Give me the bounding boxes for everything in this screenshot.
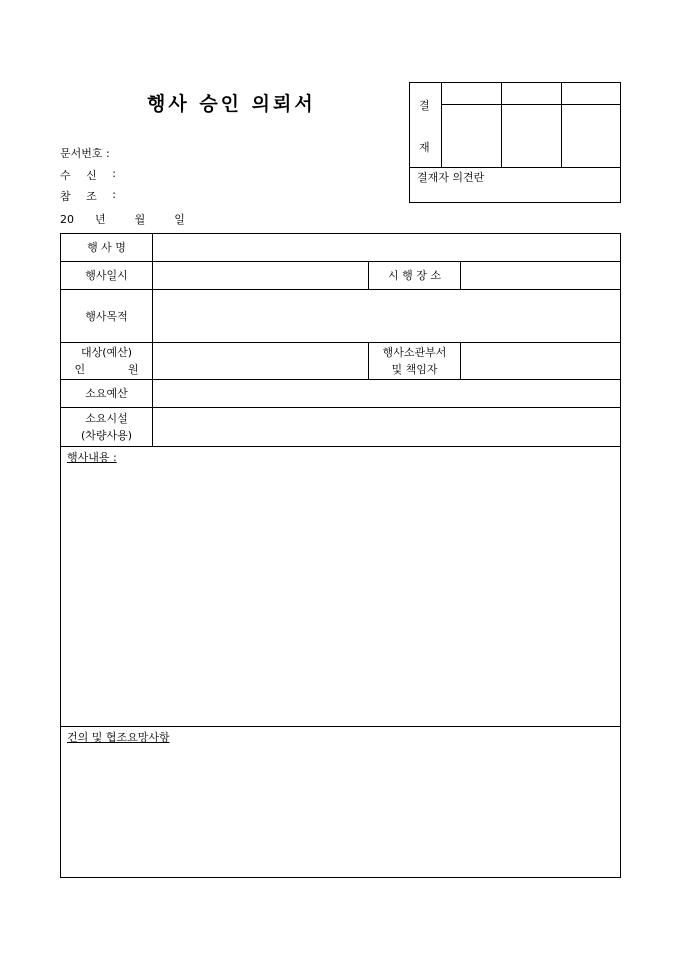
content-section [61, 447, 620, 727]
event-name-label: 행 사 명 [61, 234, 153, 261]
requests-section [61, 727, 620, 877]
attendees-label: 대상(예산) 인 원 [61, 343, 153, 379]
signature-cell[interactable] [442, 105, 501, 167]
page-title: 행사 승인 의뢰서 [147, 93, 316, 115]
requests-textarea[interactable] [61, 745, 620, 877]
date-year-unit: 년 [95, 213, 106, 226]
purpose-label: 행사목적 [61, 290, 153, 342]
event-form-table [60, 233, 621, 878]
facilities-label: 소요시설 (차량사용) [61, 408, 153, 446]
purpose-row [61, 290, 620, 343]
recipient-row [60, 167, 116, 183]
reference-row [60, 188, 116, 204]
date-prefix: 20 [60, 213, 74, 226]
content-textarea[interactable] [61, 465, 620, 726]
event-date-row [61, 262, 620, 290]
reference-label: 참 조 : [60, 188, 116, 203]
recipient-label: 수 신 : [60, 167, 116, 182]
signature-cell[interactable] [562, 105, 620, 167]
venue-input[interactable] [461, 262, 620, 289]
attendees-row [61, 343, 620, 380]
purpose-input[interactable] [153, 290, 620, 342]
date-month-unit: 월 [134, 213, 146, 226]
approver-opinion-label: 결재자 의견란 [417, 171, 485, 184]
facilities-input[interactable] [153, 408, 620, 446]
department-input[interactable] [461, 343, 620, 379]
attendees-input[interactable] [153, 343, 368, 379]
budget-input[interactable] [153, 380, 620, 407]
approval-label-1: 결 [419, 99, 430, 112]
event-name-input[interactable] [153, 234, 620, 261]
date-day-unit: 일 [174, 213, 185, 226]
approval-opinion-line [410, 167, 620, 168]
budget-row [61, 380, 620, 408]
approval-box [409, 82, 621, 203]
doc-number-row [60, 145, 116, 161]
budget-label: 소요예산 [61, 380, 153, 407]
department-label: 행사소관부서 및 책임자 [368, 343, 461, 379]
content-label: 행사내용 : [67, 451, 117, 464]
requests-label: 건의 및 협조요망사항 [67, 731, 170, 744]
signature-cell[interactable] [502, 105, 561, 167]
facilities-row [61, 408, 620, 447]
event-date-label: 행사일시 [61, 262, 153, 289]
doc-number-label: 문서번호 : [60, 147, 110, 160]
approval-label-2: 재 [419, 141, 430, 154]
date-line [60, 211, 185, 227]
venue-label: 시 행 장 소 [368, 262, 461, 289]
event-date-input[interactable] [153, 262, 368, 289]
event-name-row [61, 234, 620, 262]
